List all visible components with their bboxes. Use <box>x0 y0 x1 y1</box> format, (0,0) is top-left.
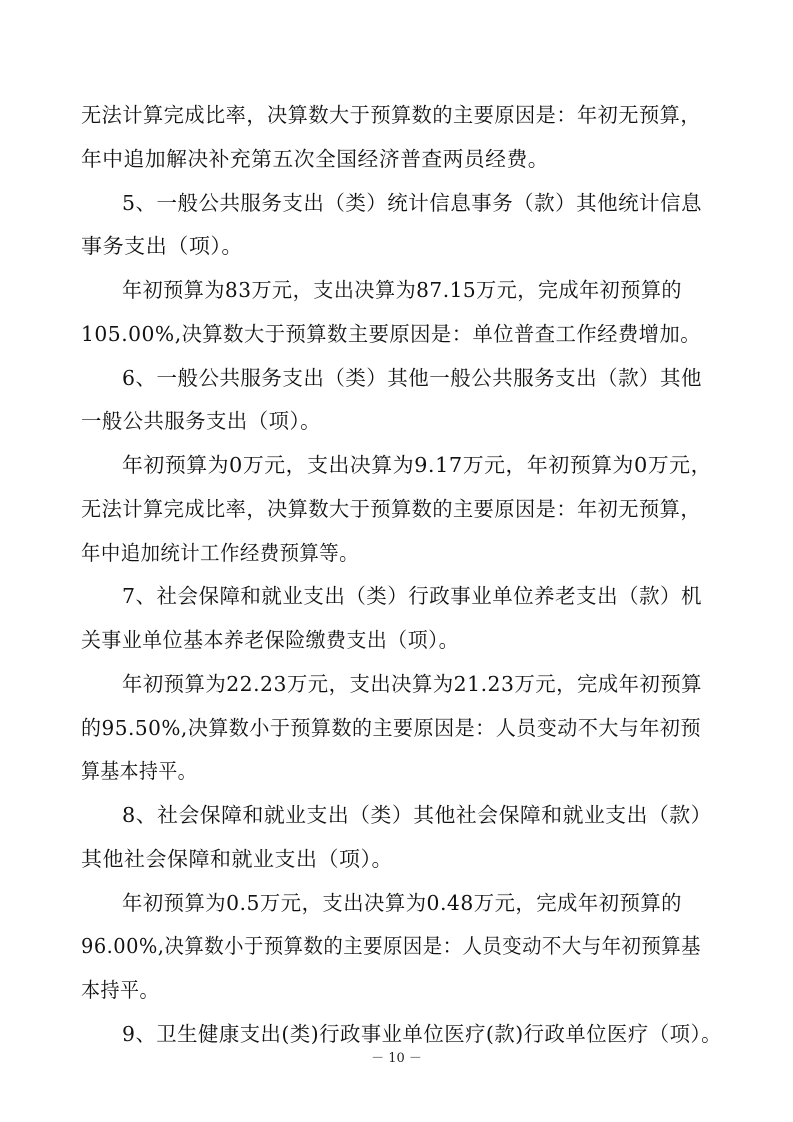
text-line-content: 的95.50%,决算数小于预算数的主要原因是：人员变动不大与年初预 <box>81 716 701 740</box>
text-line-content: 年中追加统计工作经费预算等。 <box>81 541 359 565</box>
text-line-content: 本持平。 <box>81 978 159 1002</box>
text-line-content: 8、社会保障和就业支出（类）其他社会保障和就业支出（款） <box>122 803 712 827</box>
text-line-content: 年初预算为83万元，支出决算为87.15万元，完成年初预算的 <box>122 278 682 302</box>
text-line-content: 无法计算完成比率，决算数大于预算数的主要原因是：年初无预算， <box>81 103 701 127</box>
text-line-content: 一般公共服务支出（项）。 <box>81 409 321 433</box>
text-line <box>0 713 793 743</box>
text-line <box>0 625 793 655</box>
text-line-content: 5、一般公共服务支出（类）统计信息事务（款）其他统计信息 <box>122 191 702 215</box>
text-line <box>0 581 793 611</box>
text-line-content: 年初预算为22.23万元，支出决算为21.23万元，完成年初预算 <box>122 672 702 696</box>
text-line-content: 年初预算为0万元，支出决算为9.17万元，年初预算为0万元， <box>122 453 712 477</box>
text-line <box>0 931 793 961</box>
text-line-content: 年中追加解决补充第五次全国经济普查两员经费。 <box>81 147 549 171</box>
text-line <box>0 275 793 305</box>
text-line <box>0 1019 793 1049</box>
text-line <box>0 231 793 261</box>
text-line-content: 关事业单位基本养老保险缴费支出（项）。 <box>81 628 459 652</box>
text-line <box>0 756 793 786</box>
text-line <box>0 844 793 874</box>
text-line <box>0 888 793 918</box>
text-line-content: 其他社会保障和就业支出（项）。 <box>81 847 393 871</box>
text-line <box>0 406 793 436</box>
text-line-content: 105.00%,决算数大于预算数主要原因是：单位普查工作经费增加。 <box>81 322 701 346</box>
text-line-content: 6、一般公共服务支出（类）其他一般公共服务支出（款）其他 <box>122 366 702 390</box>
text-line <box>0 494 793 524</box>
text-line-content: 9、卫生健康支出(类)行政事业单位医疗(款)行政单位医疗（项）。 <box>122 1022 722 1046</box>
text-line-content: 年初预算为0.5万元，支出决算为0.48万元，完成年初预算的 <box>122 891 682 915</box>
text-line-content: 算基本持平。 <box>81 759 197 783</box>
text-line <box>0 188 793 218</box>
text-line <box>0 538 793 568</box>
text-line <box>0 669 793 699</box>
text-line <box>0 975 793 1005</box>
text-line <box>0 100 793 130</box>
text-line <box>0 450 793 480</box>
text-line-content: 无法计算完成比率，决算数大于预算数的主要原因是：年初无预算， <box>81 497 701 521</box>
text-line-content: 事务支出（项）。 <box>81 234 244 258</box>
page-number: － 10 － <box>371 1051 422 1066</box>
text-line-content: 96.00%,决算数小于预算数的主要原因是：人员变动不大与年初预算基 <box>81 934 701 958</box>
text-line <box>0 800 793 830</box>
text-line <box>0 144 793 174</box>
text-line-content: 7、社会保障和就业支出（类）行政事业单位养老支出（款）机 <box>122 584 702 608</box>
text-line <box>0 319 793 349</box>
text-line <box>0 363 793 393</box>
